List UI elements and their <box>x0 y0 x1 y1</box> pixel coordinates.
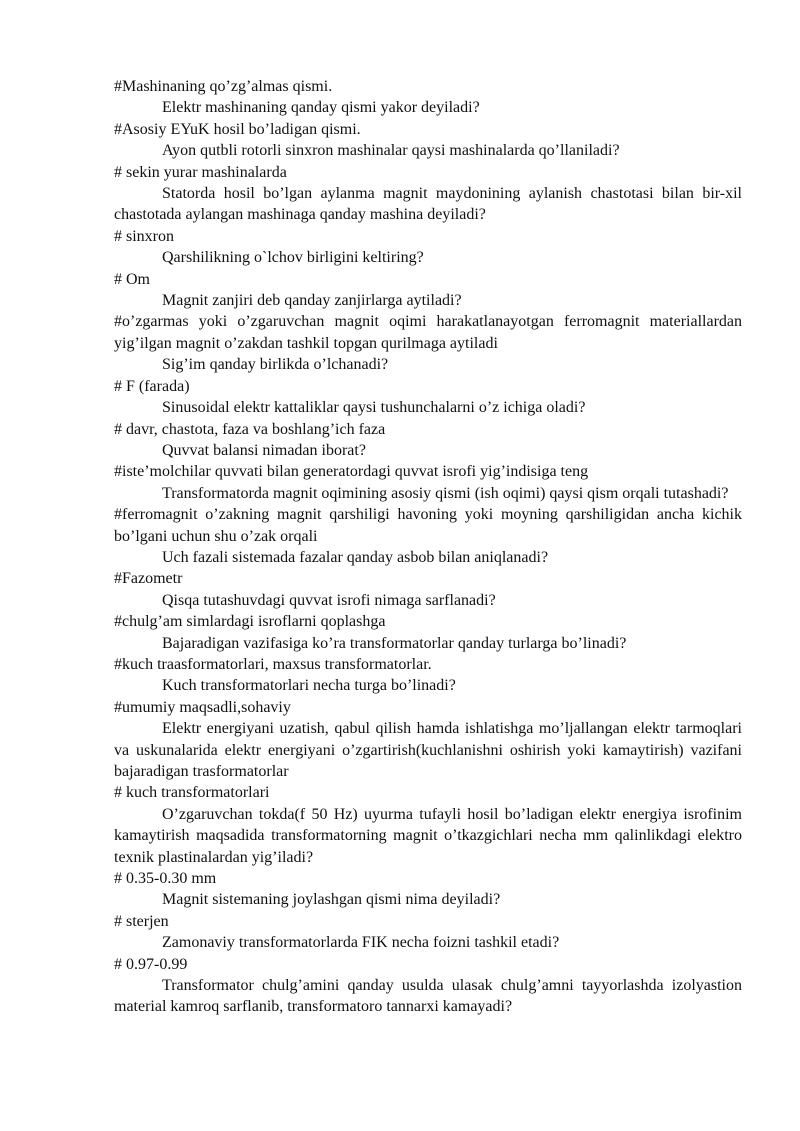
question-line: Zamonaviy transformatorlarda FIK necha foizni tashkil etadi? <box>162 934 560 952</box>
question-line: Transformatorda magnit oqimining asosiy qismi (ish oqimi) qaysi qism orqali tutashadi? <box>162 484 729 502</box>
answer-line: # davr, chastota, faza va boshlang’ich faza <box>114 420 386 438</box>
answer-line: #o’zgarmas yoki o’zgaruvchan magnit oqimi harakatlanayotgan ferromagnit materiallardan yig’ilgan magnit o’zakdan tashkil topgan qurilmaga aytiladi <box>114 313 742 352</box>
question-line: Magnit sistemaning joylashgan qismi nima deyiladi? <box>162 891 501 909</box>
answer-line: #umumiy maqsadli,sohaviy <box>114 698 291 716</box>
answer-line: #chulg’am simlardagi isroflarni qoplashga <box>114 613 386 631</box>
question-line: Qisqa tutashuvdagi quvvat isrofi nimaga sarflanadi? <box>162 591 496 609</box>
question-line: Qarshilikning o`lchov birligini keltiring? <box>162 249 424 267</box>
answer-line: #kuch traasformatorlari, maxsus transformatorlar. <box>114 655 432 673</box>
answer-line: #Fazometr <box>114 570 183 588</box>
answer-line: #Asosiy EYuK hosil bo’ladigan qismi. <box>114 120 361 138</box>
answer-line: # sekin yurar mashinalarda <box>114 163 287 181</box>
question-line: Elektr energiyani uzatish, qabul qilish hamda ishlatishga mo’ljallangan elektr tarmoqlari va uskunalarida elektr energiyani o’zgartirish(kuchlanishni oshirish yoki kamaytirish) vazifani bajaradigan trasformatorlar <box>114 720 742 780</box>
document-page <box>114 76 742 1018</box>
answer-line: #ferromagnit o’zakning magnit qarshiligi havoning yoki moyning qarshiligidan ancha kichik bo’lgani uchun shu o’zak orqali <box>114 506 742 545</box>
answer-line: # F (farada) <box>114 377 190 395</box>
question-line: Ayon qutbli rotorli sinxron mashinalar qaysi mashinalarda qo’llaniladi? <box>162 142 620 160</box>
answer-line: # kuch transformatorlari <box>114 784 270 802</box>
question-line: Kuch transformatorlari necha turga bo’linadi? <box>162 677 456 695</box>
answer-line: # sinxron <box>114 227 174 245</box>
answer-line: #Mashinaning qo’zg’almas qismi. <box>114 78 333 95</box>
question-line: Transformator chulg’amini qanday usulda ulasak chulg’amni tayyorlashda izolyastion material kamroq sarflanib, transformatoro tannarxi kamayadi? <box>114 977 742 1016</box>
question-line: Sinusoidal elektr kattaliklar qaysi tushunchalarni o’z ichiga oladi? <box>162 399 586 417</box>
answer-line: # 0.35-0.30 mm <box>114 870 217 888</box>
answer-line: # 0.97-0.99 <box>114 955 188 973</box>
answer-line: # sterjen <box>114 912 169 930</box>
answer-line: # Om <box>114 270 150 288</box>
question-line: Statorda hosil bo’lgan aylanma magnit maydonining aylanish chastotasi bilan bir-xil chastotada aylangan mashinaga qanday mashina deyiladi? <box>114 185 742 224</box>
question-line: Sig’im qanday birlikda o’lchanadi? <box>162 356 389 374</box>
question-line: Elektr mashinaning qanday qismi yakor deyiladi? <box>162 99 480 117</box>
answer-line: #iste’molchilar quvvati bilan generatordagi quvvat isrofi yig’indisiga teng <box>114 463 589 481</box>
question-line: Quvvat balansi nimadan iborat? <box>162 441 366 459</box>
question-line: O’zgaruvchan tokda(f 50 Hz) uyurma tufayli hosil bo’ladigan elektr energiya isrofinim kamaytirish maqsadida transformatorning magnit o’tkazgichlari necha mm qalinlikdagi elektro texnik plastinalardan yig’iladi? <box>114 805 742 866</box>
question-line: Bajaradigan vazifasiga ko’ra transformatorlar qanday turlarga bo’linadi? <box>162 634 627 652</box>
question-line: Uch fazali sistemada fazalar qanday asbob bilan aniqlanadi? <box>162 548 549 566</box>
question-line: Magnit zanjiri deb qanday zanjirlarga aytiladi? <box>162 292 462 310</box>
